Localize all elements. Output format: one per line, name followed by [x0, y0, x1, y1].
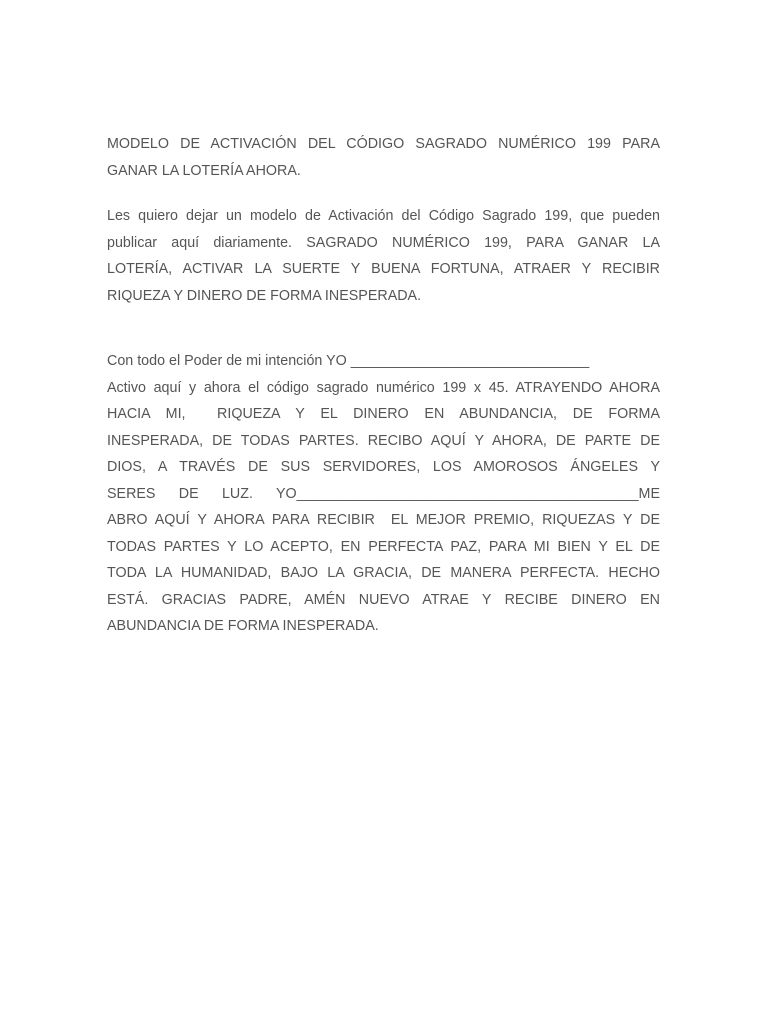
body-line: ABUNDANCIA DE FORMA INESPERADA.: [107, 618, 379, 634]
body-line: SERES DE LUZ. YO___________________________________________ME: [107, 485, 660, 502]
intro-line: RIQUEZA Y DINERO DE FORMA INESPERADA.: [107, 287, 422, 304]
body-line: DIOS, A TRAVÉS DE SUS SERVIDORES, LOS AMOROSOS ÁNGELES Y: [107, 459, 660, 475]
title-line: MODELO DE ACTIVACIÓN DEL CÓDIGO SAGRADO NUMÉRICO 199 PARA: [107, 136, 660, 152]
intro-line: publicar aquí diariamente. SAGRADO NUMÉRICO 199, PARA GANAR LA: [107, 234, 660, 251]
body-line: TODAS PARTES Y LO ACEPTO, EN PERFECTA PAZ, PARA MI BIEN Y EL DE: [107, 538, 660, 555]
intro-line: Les quiero dejar un modelo de Activación del Código Sagrado 199, que pueden: [107, 208, 660, 224]
document-title: [107, 131, 660, 184]
body-line: INESPERADA, DE TODAS PARTES. RECIBO AQUÍ Y AHORA, DE PARTE DE: [107, 432, 660, 449]
body-line: ESTÁ. GRACIAS PADRE, AMÉN NUEVO ATRAE Y RECIBE DINERO EN: [107, 591, 660, 608]
body-line: TODA LA HUMANIDAD, BAJO LA GRACIA, DE MANERA PERFECTA. HECHO: [107, 565, 660, 581]
body-line: Activo aquí y ahora el código sagrado numérico 199 x 45. ATRAYENDO AHORA: [107, 379, 660, 396]
body-line: HACIA MI, RIQUEZA Y EL DINERO EN ABUNDANCIA, DE FORMA: [107, 406, 660, 422]
document-page: [107, 131, 660, 640]
body-line: Con todo el Poder de mi intención YO ______________________________: [107, 353, 590, 369]
body-line: ABRO AQUÍ Y AHORA PARA RECIBIR EL MEJOR PREMIO, RIQUEZAS Y DE: [107, 512, 660, 528]
intro-paragraph: [107, 203, 660, 309]
intro-line: LOTERÍA, ACTIVAR LA SUERTE Y BUENA FORTUNA, ATRAER Y RECIBIR: [107, 261, 660, 277]
title-line: GANAR LA LOTERÍA AHORA.: [107, 162, 301, 179]
activation-paragraph: [107, 348, 660, 640]
